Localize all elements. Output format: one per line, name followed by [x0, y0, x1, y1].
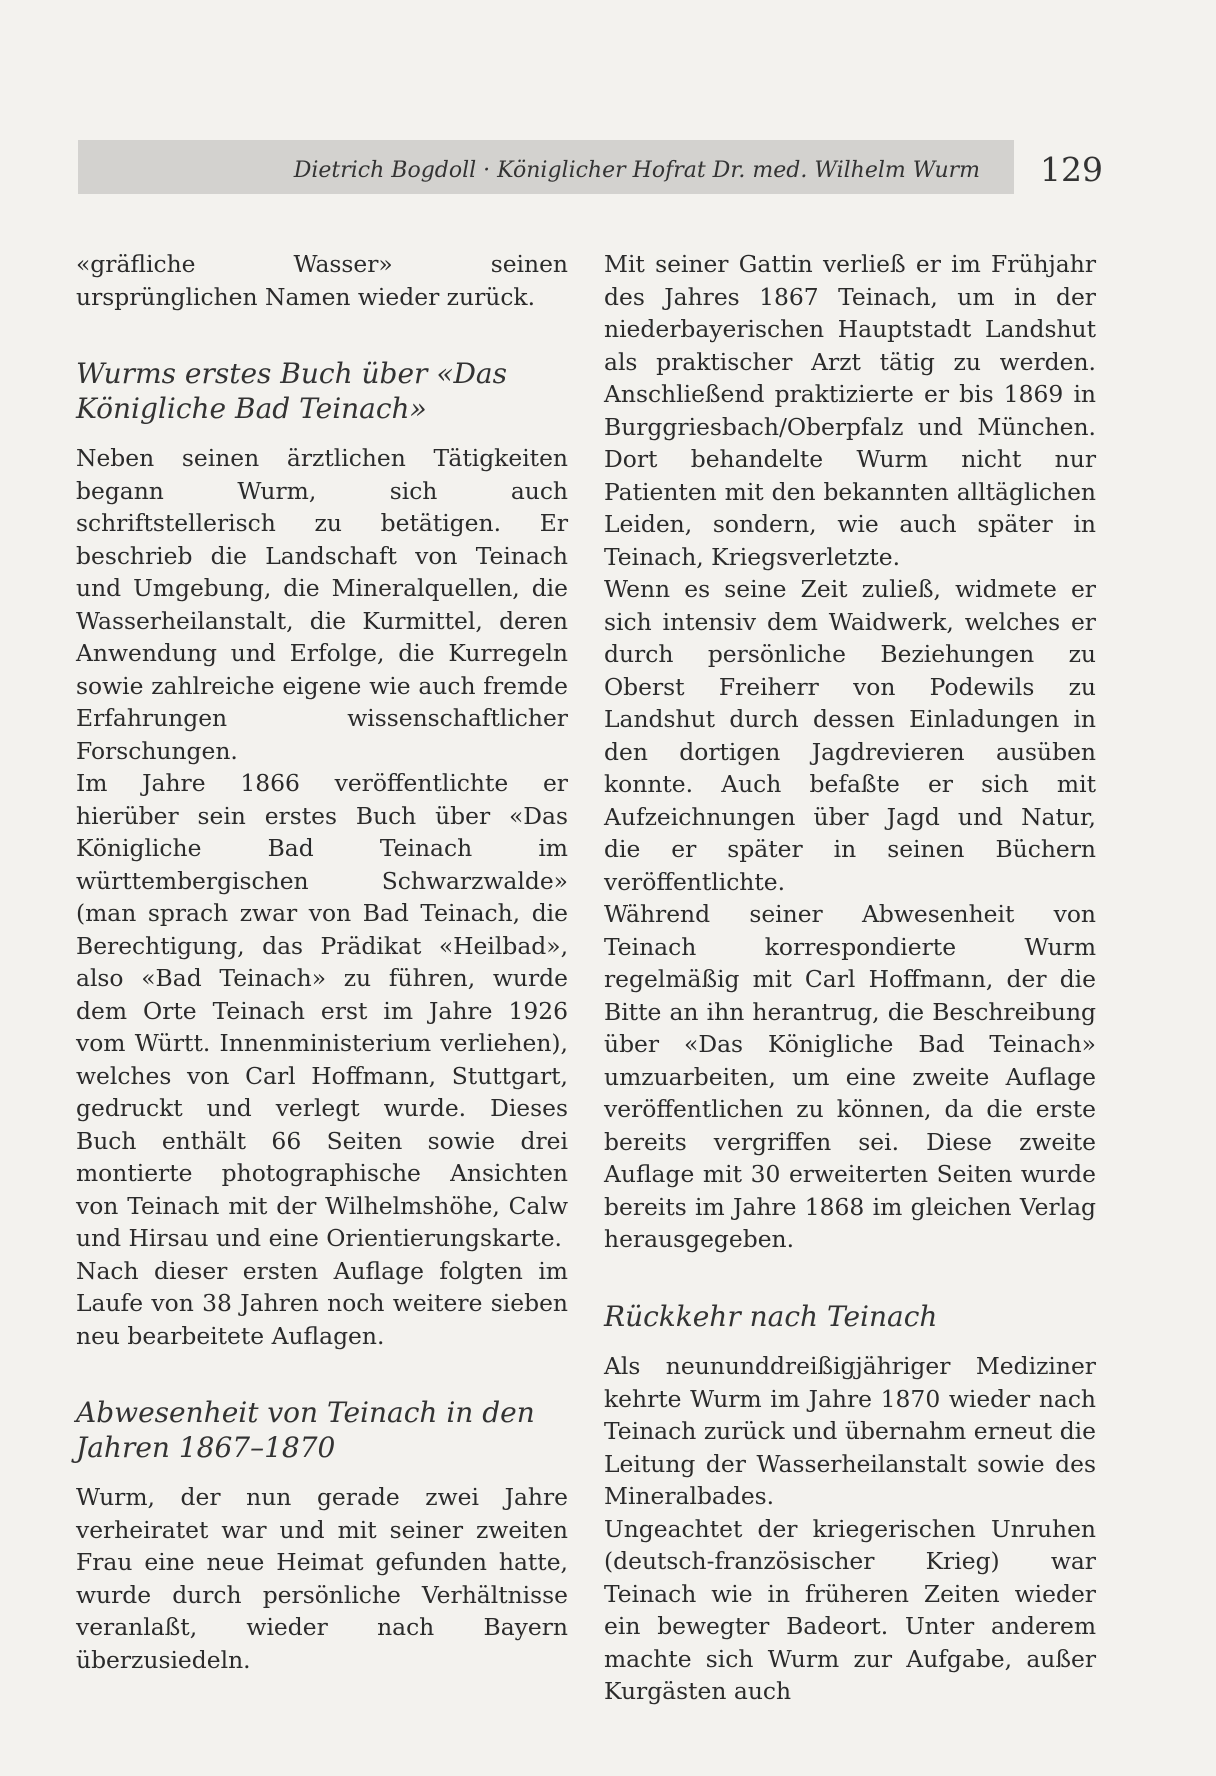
section-heading: Rückkehr nach Teinach: [604, 1299, 938, 1333]
section-heading: Wurms erstes Buch über «Das Königliche Bad Teinach»: [76, 357, 507, 425]
page-number: 129: [1040, 150, 1103, 189]
paragraph: Wurm, der nun gerade zwei Jahre verheiratet war und mit seiner zweiten Frau eine neue Heimat gefunden hatte, wurde durch persönliche Verhältnisse veranlaßt, wieder nach Bayern überzusiedeln.: [76, 1483, 568, 1674]
paragraph: Als neununddreißigjähriger Mediziner kehrte Wurm im Jahre 1870 wieder nach Teinach zurück und übernahm erneut die Leitung der Wasserheilanstalt sowie des Mineralbades.: [604, 1352, 1096, 1510]
section-heading: Abwesenheit von Teinach in den Jahren 1867–1870: [76, 1396, 535, 1464]
paragraph: Neben seinen ärztlichen Tätigkeiten begann Wurm, sich auch schriftstellerisch zu betätigen. Er beschrieb die Landschaft von Teinach und Umgebung, die Mineralquellen, die Wasserheilanstalt, die Kurmittel, deren Anwendung und Erfolge, die Kurregeln sowie zahlreiche eigene wie auch fremde Erfahrungen wissenschaftlicher Forschungen.: [76, 444, 568, 765]
paragraph: Wenn es seine Zeit zuließ, widmete er sich intensiv dem Waidwerk, welches er durch persönliche Beziehungen zu Oberst Freiherr von Podewils zu Landshut durch dessen Einladungen in den dortigen Jagdrevieren ausüben konnte. Auch befaßte er sich mit Aufzeichnungen über Jagd und Natur, die er später in seinen Büchern veröffentlichte.: [604, 575, 1096, 896]
paragraph: «gräfliche Wasser» seinen ursprünglichen Namen wieder zurück.: [76, 250, 568, 311]
right-column: [604, 248, 1096, 1708]
paragraph: Während seiner Abwesenheit von Teinach korrespondierte Wurm regelmäßig mit Carl Hoffmann, der die Bitte an ihn herantrug, die Beschreibung über «Das Königliche Bad Teinach» umzuarbeiten, um eine zweite Auflage veröffentlichen zu können, da die erste bereits vergriffen sei. Diese zweite Auflage mit 30 erweiterten Seiten wurde bereits im Jahre 1868 im gleichen Verlag herausgegeben.: [604, 900, 1096, 1253]
paragraph: Ungeachtet der kriegerischen Unruhen (deutsch-französischer Krieg) war Teinach wie in früheren Zeiten wieder ein bewegter Badeort. Unter anderem machte sich Wurm zur Aufgabe, außer Kurgästen auch: [604, 1514, 1096, 1705]
paragraph: Im Jahre 1866 veröffentlichte er hierüber sein erstes Buch über «Das Königliche Bad Teinach im württembergischen Schwarzwalde» (man sprach zwar von Bad Teinach, die Berechtigung, das Prädikat «Heilbad», also «Bad Teinach» zu führen, wurde dem Orte Teinach erst im Jahre 1926 vom Württ. Innenministerium verliehen), welches von Carl Hoffmann, Stuttgart, gedruckt und verlegt wurde. Dieses Buch enthält 66 Seiten sowie drei montierte photographische Ansichten von Teinach mit der Wilhelmshöhe, Calw und Hirsau und eine Orientierungskarte.: [76, 769, 568, 1252]
paragraph: Mit seiner Gattin verließ er im Frühjahr des Jahres 1867 Teinach, um in der niederbayerischen Hauptstadt Landshut als praktischer Arzt tätig zu werden. Anschließend praktizierte er bis 1869 in Burggriesbach/Oberpfalz und München. Dort behandelte Wurm nicht nur Patienten mit den bekannten alltäglichen Leiden, sondern, wie auch später in Teinach, Kriegsverletzte.: [604, 250, 1096, 571]
paragraph: Nach dieser ersten Auflage folgten im Laufe von 38 Jahren noch weitere sieben neu bearbeitete Auflagen.: [76, 1256, 568, 1350]
left-column: [76, 248, 568, 1676]
running-title: Dietrich Bogdoll · Königlicher Hofrat Dr. med. Wilhelm Wurm: [293, 158, 980, 183]
